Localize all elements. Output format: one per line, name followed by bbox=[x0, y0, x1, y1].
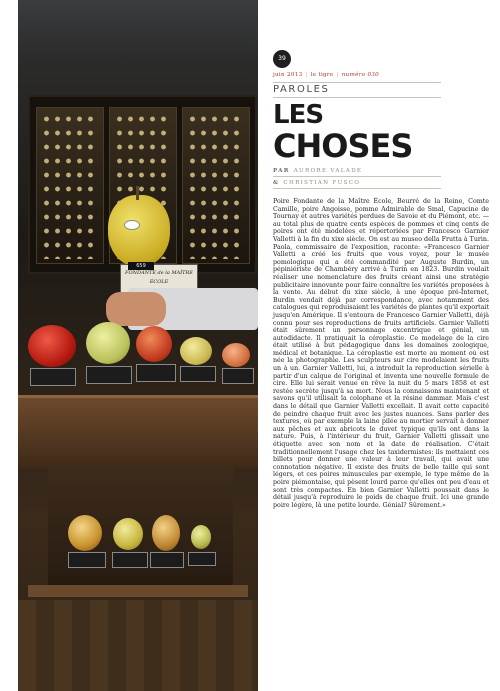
parquet-floor bbox=[18, 600, 258, 691]
cabinet-pane bbox=[182, 107, 250, 264]
fruit-plinth bbox=[222, 368, 254, 384]
red-apple bbox=[28, 325, 76, 367]
article-body bbox=[273, 198, 489, 509]
fruit-plinth bbox=[150, 552, 184, 568]
lower-shelf bbox=[28, 585, 248, 597]
wooden-table bbox=[18, 395, 258, 468]
page-number-badge bbox=[273, 50, 291, 68]
article-title-line2: CHOSES bbox=[273, 127, 413, 165]
byline-prefix: PAR bbox=[273, 168, 290, 174]
issue-meta: juin 2013 | le tigre | numéro 030 bbox=[273, 72, 380, 78]
divider bbox=[273, 97, 441, 98]
peach bbox=[222, 343, 250, 367]
green-apple bbox=[86, 322, 130, 364]
divider bbox=[273, 176, 441, 177]
author-name: CHRISTIAN FUSCO bbox=[283, 180, 361, 186]
author-name: AURORE VALADE bbox=[293, 168, 363, 174]
small-pear bbox=[191, 525, 211, 549]
fruit-plinth bbox=[180, 366, 216, 382]
fruit-plinth bbox=[68, 552, 106, 568]
pear-stem bbox=[136, 186, 139, 200]
article-photo bbox=[18, 0, 258, 691]
byline-author-1 bbox=[273, 168, 362, 174]
tag-number: 659 bbox=[136, 263, 146, 269]
fruit-plinth bbox=[30, 368, 76, 386]
article-paragraph: Poire Fondante de la Maître École, Beurré de la Reine, Comte Camille, poire Angoisse, pomme Admirable de Smal, Capucine de Tournay et autres variétés perdues de Savoie et du Piémont, etc. — au total plus de quatre cents espèces de pommes et cinq cents de poires ont été modelées et répertoriées par Francesco Garnier Valletti à la fin du xixe siècle. On est au museo della Frutta à Turin. Paola, commissaire de l'exposition, raconte: «Francesco Garnier Valletti a créé les fruits que vous voyez, pour le musée pomologique qui a été commandité par Auguste Burdin, un pépiniériste de Chambéry arrivé à Turin en 1823. Burdin voulait réaliser une nomenclature des fruits créant ainsi une stratégie publicitaire innovante pour faire connaître les variétés proposées à la vente. Au début du xixe siècle, à une époque pré-Internet, Burdin vendait déjà par correspondance, avec notamment des catalogues qui reproduisaient les variétés de plantes qu'il exportait jusqu'en Amérique. Il s'entoura de Francesco Garnier Valletti, déjà connu pour ses reproductions de fruits artificiels. Garnier Valletti était sûrement un personnage excentrique et génial, un autodidacte. Il pratiquait la céroplastie. Ce modelage de la cire était utilisé à but pédagogique dans les domaines zoologique, médical et botanique. La céroplastie est morte au moment où est née la photographie. Les sculpteurs sur cire modelaient les fruits un à un. Garnier Valletti, lui, a introduit la reproduction sérielle à partir d'un calque de l'original et inventa une nouvelle formule de cire. Elle lui serait venue en rêve la nuit du 5 mars 1858 et est restée secrète jusqu'à sa mort. Nous la connaissons maintenant et savons qu'il utilisait la colophane et la résine dammar. Mais c'est dans le détail que Garnier Valletti excellait. Il avait cette capacité de peindre chaque fruit avec les justes nuances. Sans parler des textures, où par exemple la laine pilée au mortier servait à donner aux pêches et aux abricots le duvet typique qu'ils ont dans la nature. Puis, à l'intérieur du fruit, Garnier Valletti glissait une étiquette avec son nom et la date de réalisation. C'était traditionnellement l'usage chez les taxidermistes: ils mettaient ces billets pour donner une valeur à leur travail, qui avait une connotation négative. Il existe des fruits de belle taille qui sont légers, et ces poires minuscules par exemple, le type même de la poire piémontaise, qui pèsent lourd parce qu'elles ont peu d'eau et sont très compactes. En bien Garnier Valletti poussait dans le détail jusqu'à reproduire le poids de chaque fruit. Ici une grande poire légère, là une petite lourde. Génial? Sûrement.» bbox=[273, 198, 489, 509]
divider bbox=[273, 82, 441, 83]
yellow-apple bbox=[180, 337, 212, 365]
fruit-plinth bbox=[86, 366, 132, 384]
fruit-plinth bbox=[112, 552, 148, 568]
fruit-plinth bbox=[188, 552, 216, 566]
small-pear bbox=[152, 515, 180, 551]
large-pear bbox=[108, 195, 170, 267]
label-card-text: FONDANTE de la MAÎTRE ÉCOLE bbox=[125, 270, 193, 285]
cabinet-pane bbox=[36, 107, 104, 264]
hand bbox=[106, 292, 166, 326]
section-rubric: PAROLES bbox=[273, 84, 330, 95]
number-plate bbox=[128, 262, 154, 270]
page-number: 39 bbox=[278, 55, 286, 62]
byline-prefix: & bbox=[273, 180, 280, 186]
small-pear bbox=[113, 518, 143, 550]
small-pear bbox=[68, 515, 102, 551]
issue-number: numéro 030 bbox=[341, 72, 380, 78]
issue-date: juin 2013 bbox=[273, 72, 303, 78]
red-apple bbox=[136, 326, 172, 362]
article-title-line1: LES bbox=[273, 100, 324, 130]
divider bbox=[273, 188, 441, 189]
pear-number-tag bbox=[124, 220, 140, 230]
byline-author-2 bbox=[273, 180, 360, 186]
fruit-plinth bbox=[136, 364, 176, 382]
magazine-name: le tigre bbox=[310, 72, 334, 78]
